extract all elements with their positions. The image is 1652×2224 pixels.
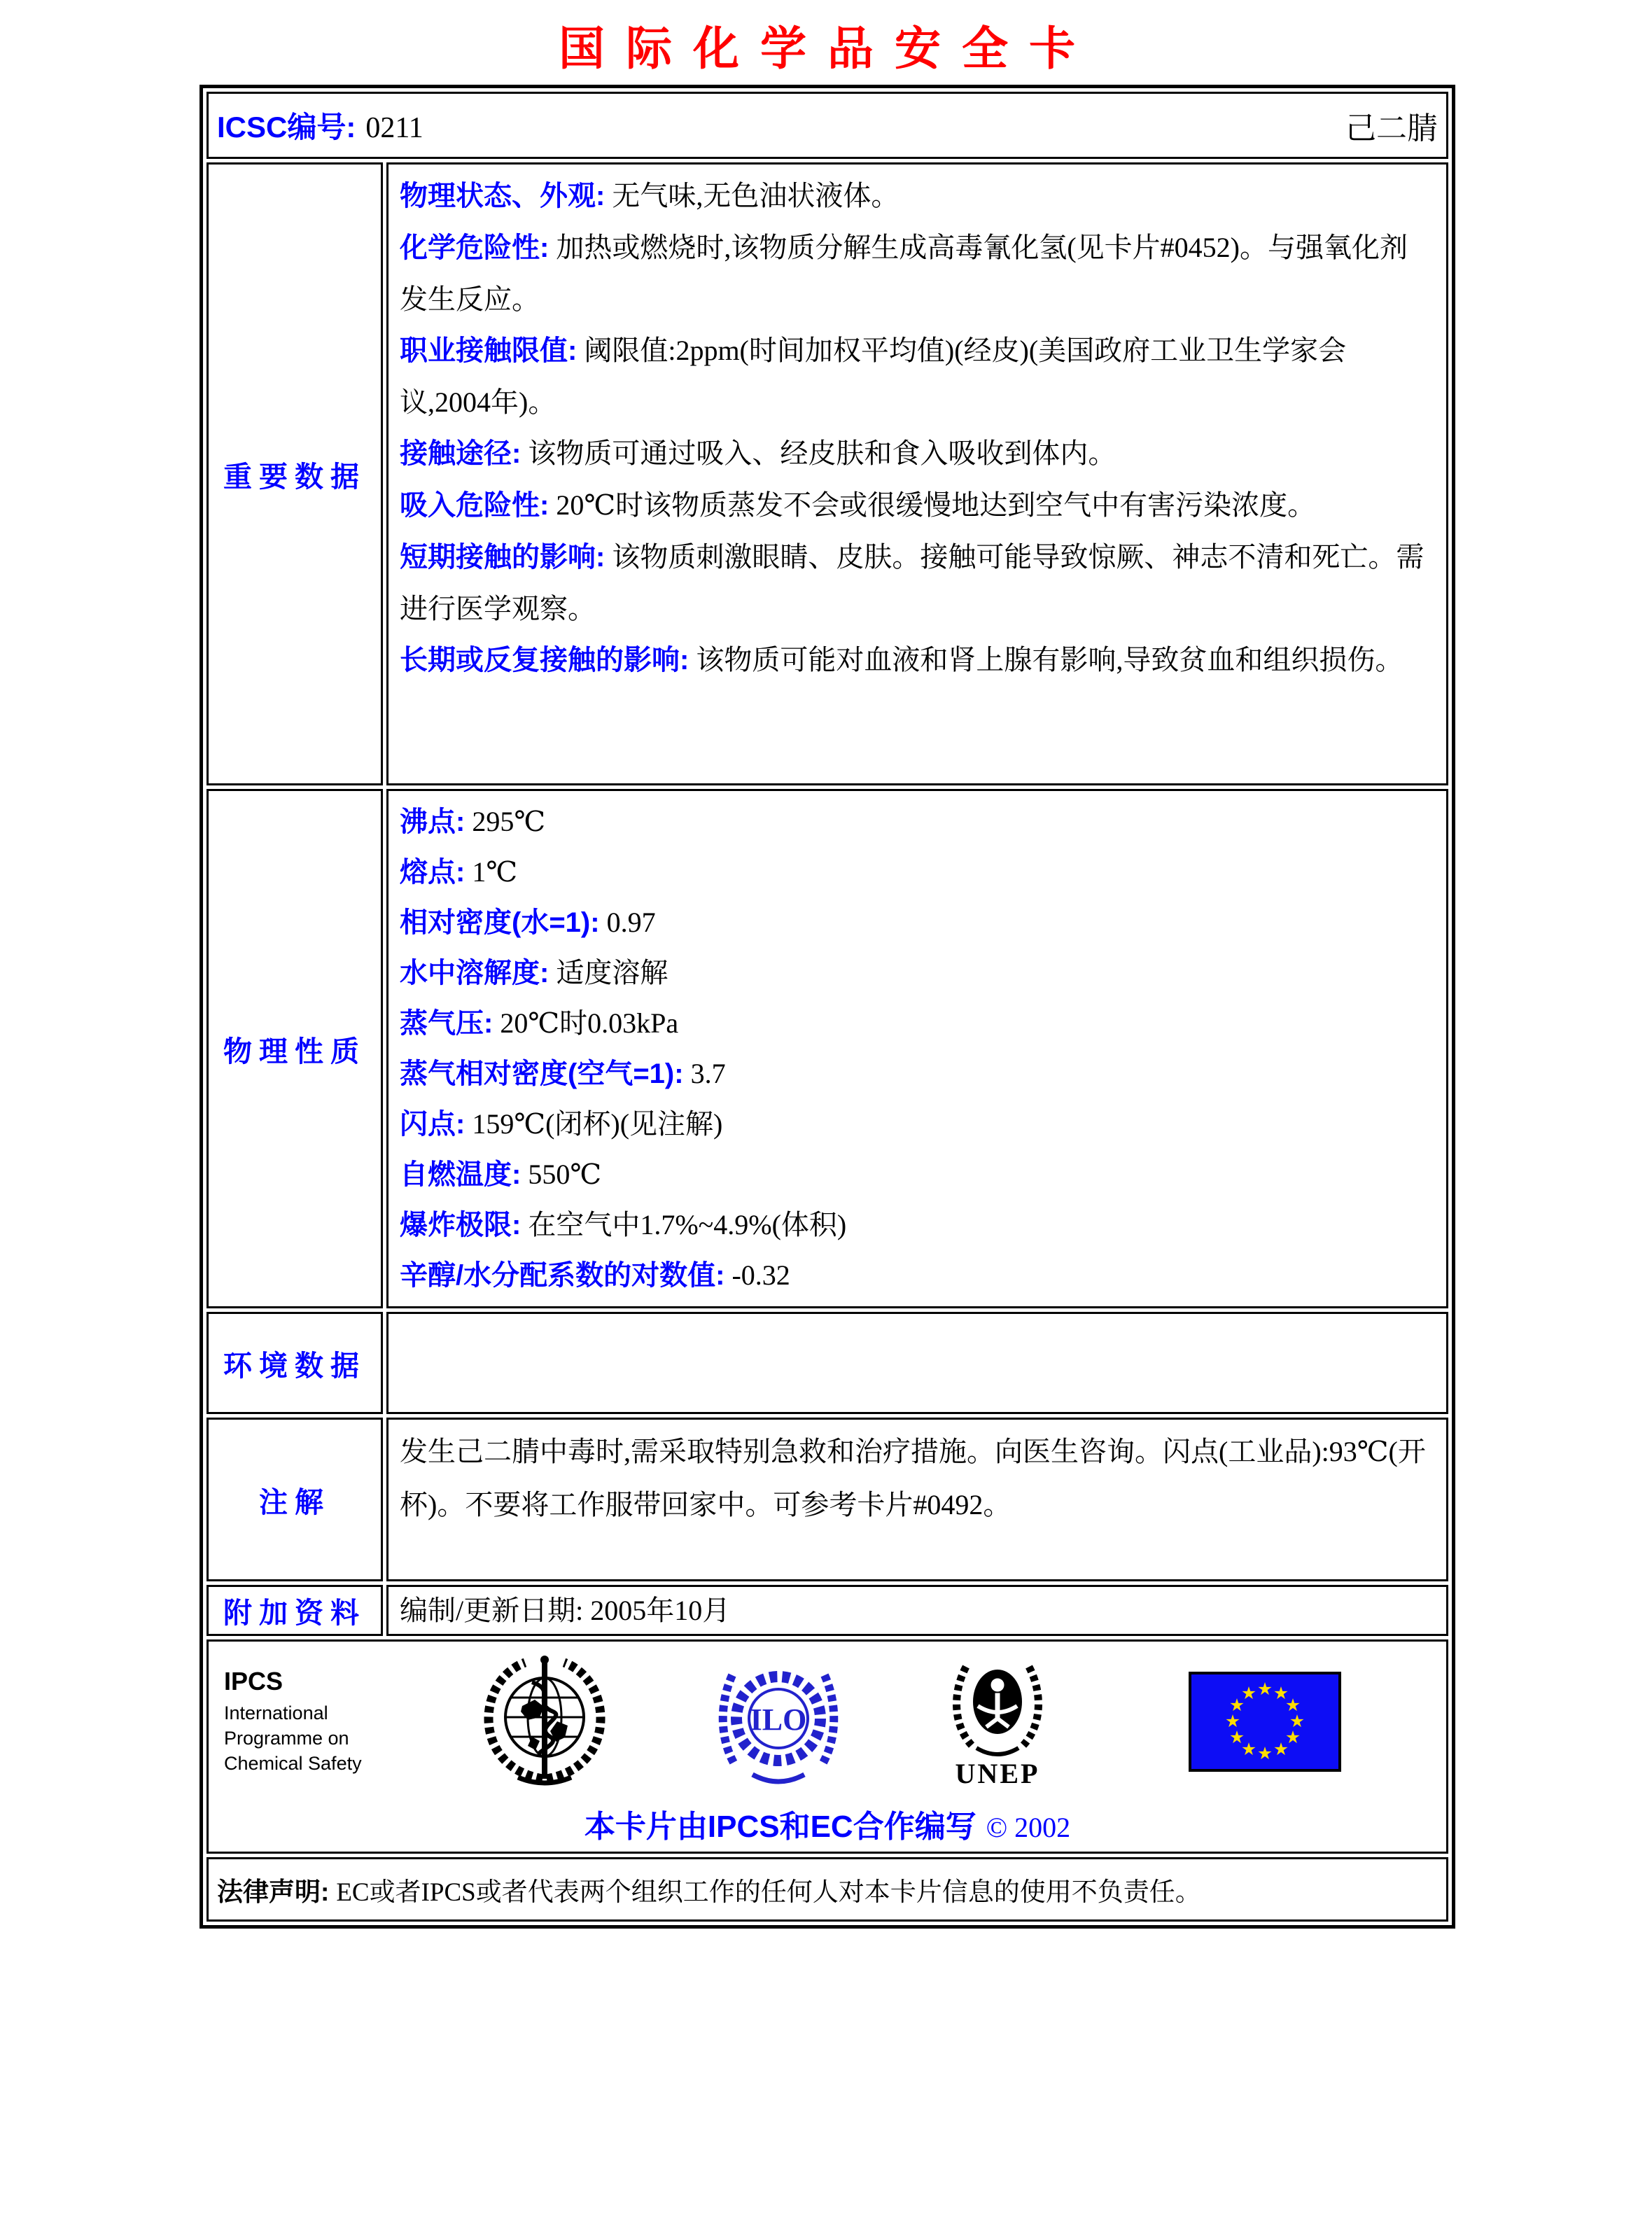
notes-row xyxy=(206,1418,1448,1581)
legal-row xyxy=(206,1857,1448,1922)
item-key: 沸点: xyxy=(400,806,465,837)
environmental-data-content xyxy=(386,1312,1448,1414)
item-key: 吸入危险性: xyxy=(400,490,550,521)
notes-label: 注解 xyxy=(206,1418,383,1581)
item-key: 接触途径: xyxy=(400,438,522,469)
item-key: 爆炸极限: xyxy=(400,1210,522,1240)
ilo-emblem-icon xyxy=(717,1653,840,1790)
ipcs-subtitle-line: Chemical Safety xyxy=(224,1753,362,1774)
item-value: 550℃ xyxy=(528,1159,602,1190)
header-cell xyxy=(206,92,1448,159)
important-item xyxy=(400,634,1435,686)
item-value: 该物质刺激眼睛、皮肤。接触可能导致惊厥、神志不清和死亡。需进行医学观察。 xyxy=(400,541,1424,624)
physical-item xyxy=(400,797,1435,847)
item-value: 1℃ xyxy=(472,856,518,888)
logos-row xyxy=(206,1639,1448,1854)
physical-item xyxy=(400,897,1435,948)
item-key: 短期接触的影响: xyxy=(400,542,606,573)
item-value: 适度溶解 xyxy=(556,957,668,988)
important-data-content xyxy=(386,162,1448,785)
item-value: 该物质可通过吸入、经皮肤和食入吸收到体内。 xyxy=(528,438,1116,469)
important-item xyxy=(400,222,1435,325)
item-value: 该物质可能对血液和肾上腺有影响,导致贫血和组织损伤。 xyxy=(696,644,1404,676)
copyright-text: © 2002 xyxy=(986,1812,1071,1843)
ipcs-title: IPCS xyxy=(224,1667,284,1695)
item-value: 0.97 xyxy=(606,907,656,938)
item-value: 无气味,无色油状液体。 xyxy=(612,180,899,211)
ilo-monogram-text: ILO xyxy=(750,1702,807,1737)
item-key: 长期或反复接触的影响: xyxy=(400,645,690,676)
item-value: 20℃时该物质蒸发不会或很缓慢地达到空气中有害污染浓度。 xyxy=(556,489,1316,521)
ipcs-text-block xyxy=(224,1667,428,1776)
header-row xyxy=(206,92,1448,159)
cooperation-text: 本卡片由IPCS和EC合作编写 xyxy=(584,1810,976,1844)
item-value: 加热或燃烧时,该物质分解生成高毒氰化氢(见卡片#0452)。与强氧化剂发生反应。 xyxy=(400,232,1408,315)
legal-notice-text: EC或者IPCS或者代表两个组织工作的任何人对本卡片信息的使用不负责任。 xyxy=(336,1878,1201,1907)
physical-item xyxy=(400,1149,1435,1200)
item-value: 295℃ xyxy=(472,806,546,837)
item-value: 3.7 xyxy=(690,1058,726,1089)
item-value: -0.32 xyxy=(732,1259,790,1291)
physical-properties-label: 物理性质 xyxy=(206,789,383,1308)
logo-strip xyxy=(216,1647,1439,1796)
physical-item xyxy=(400,1250,1435,1301)
unep-emblem-icon xyxy=(945,1656,1050,1761)
legal-notice-label: 法律声明: xyxy=(217,1877,330,1906)
important-data-label: 重要数据 xyxy=(206,162,383,785)
item-value: 159℃(闭杯)(见注解) xyxy=(472,1108,723,1140)
who-emblem-icon xyxy=(475,1653,615,1790)
physical-item xyxy=(400,1049,1435,1099)
item-key: 熔点: xyxy=(400,857,465,888)
item-key: 相对密度(水=1): xyxy=(400,907,600,938)
additional-info-row xyxy=(206,1585,1448,1636)
physical-item xyxy=(400,1099,1435,1149)
physical-item xyxy=(400,847,1435,897)
chemical-name: 己二腈 xyxy=(1345,111,1438,146)
environmental-data-row xyxy=(206,1312,1448,1414)
physical-item xyxy=(400,998,1435,1049)
item-key: 职业接触限值: xyxy=(400,335,578,366)
physical-item xyxy=(400,1200,1435,1250)
item-key: 化学危险性: xyxy=(400,232,550,263)
physical-properties-row xyxy=(206,789,1448,1308)
page-title: 国际化学品安全卡 xyxy=(559,22,1096,74)
important-item xyxy=(400,170,1435,222)
cooperation-footer xyxy=(216,1801,1439,1846)
important-item xyxy=(400,428,1435,480)
physical-properties-content xyxy=(386,789,1448,1308)
important-item xyxy=(400,325,1435,428)
item-key: 辛醇/水分配系数的对数值: xyxy=(400,1260,725,1291)
important-item xyxy=(400,480,1435,531)
item-value: 20℃时0.03kPa xyxy=(500,1007,679,1039)
icsc-number-value: 0211 xyxy=(365,112,424,144)
ipcs-subtitle-line: International xyxy=(224,1702,328,1723)
icsc-number-group xyxy=(217,104,424,146)
logos-cell xyxy=(206,1639,1448,1854)
important-item xyxy=(400,531,1435,634)
item-value: 阈限值:2ppm(时间加权平均值)(经皮)(美国政府工业卫生学家会议,2004年)。 xyxy=(400,335,1347,418)
notes-content: 发生己二腈中毒时,需采取特别急救和治疗措施。向医生咨询。闪点(工业品):93℃(开杯)。不要将工作服带回家中。可参考卡片#0492。 xyxy=(386,1418,1448,1581)
unep-logo-block xyxy=(945,1656,1050,1788)
item-key: 水中溶解度: xyxy=(400,958,550,988)
icsc-number-label: ICSC编号: xyxy=(217,111,356,144)
eu-flag-icon xyxy=(1189,1672,1341,1772)
unep-wordmark: UNEP xyxy=(955,1757,1040,1789)
item-value: 在空气中1.7%~4.9%(体积) xyxy=(528,1209,847,1240)
environmental-data-label: 环境数据 xyxy=(206,1312,383,1414)
additional-info-label: 附加资料 xyxy=(206,1585,383,1636)
item-key: 蒸气压: xyxy=(400,1008,493,1039)
item-key: 闪点: xyxy=(400,1109,465,1140)
ipcs-subtitle-line: Programme on xyxy=(224,1728,349,1749)
physical-item xyxy=(400,948,1435,998)
item-key: 物理状态、外观: xyxy=(400,181,606,211)
item-key: 自燃温度: xyxy=(400,1159,522,1190)
additional-info-content: 编制/更新日期: 2005年10月 xyxy=(386,1585,1448,1636)
important-data-row xyxy=(206,162,1448,785)
item-key: 蒸气相对密度(空气=1): xyxy=(400,1058,684,1089)
icsc-card-table xyxy=(200,85,1455,1929)
legal-cell xyxy=(206,1857,1448,1922)
